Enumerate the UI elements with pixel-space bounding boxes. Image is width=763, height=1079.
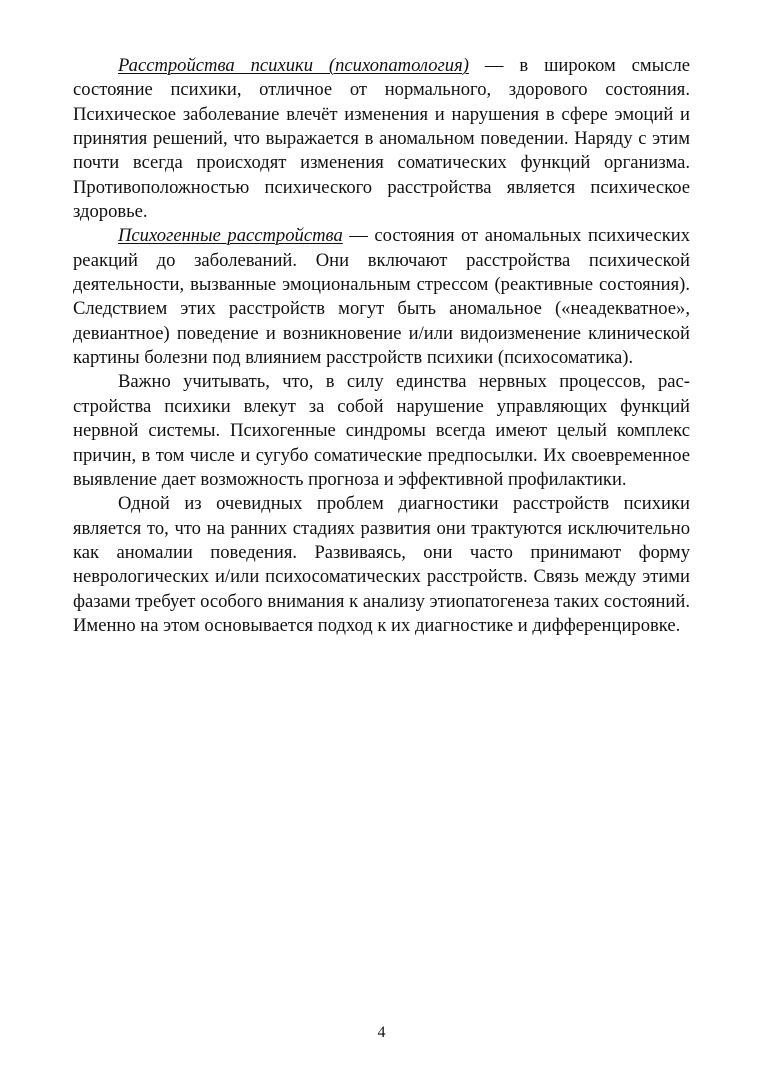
document-page (73, 54, 690, 638)
page-number: 4 (377, 1024, 386, 1041)
paragraph-psychogenic-disorders (73, 224, 690, 370)
paragraph-3: Важно учитывать, что, в силу единства нервных процессов, расстройства психики влекут за собой нарушение управляющих функций нервной системы. Психогенные синдромы всегда имеют целый комплекс причин, в том числе и сугубо соматические предпосылки. Их своевременное выявление дает возможность прогноза и эффективной профилактики. (73, 371, 690, 490)
paragraph-2-text: — состояния от аномальных психических реакций до заболеваний. Они включают расстройства психической деятельности, вызванные эмоциональным стрессом (реактивные состояния). Следствием этих расстройств могут быть аномальное («неадекватное», девиантное) поведение и возникновение и/или видоизменение клинической картины болезни под влиянием расстройств психики (психосоматика). (73, 225, 691, 369)
term-mental-disorders: Расстройства психики (психопатология) (118, 55, 469, 76)
term-psychogenic-disorders: Психогенные расстройства (118, 225, 343, 247)
paragraph-4: Одной из очевидных проблем диагностики расстройств психики является то, что на ранних стадиях развития они трактуются исключительно как аномалии поведения. Развиваясь, они часто принимают форму неврологических и/или психосоматических расстройств. Связь между этими фазами требует особого внимания к анализу этиопатогенеза таких состояний. Именно на этом основывается подход к их диагностике и дифференцировке. (73, 493, 690, 636)
paragraph-1-text: — в широком смысле состояние психики, отличное от нормального, здорового состояния. Психическое заболевание влечёт изменения и нарушения в сфере эмоций и принятия решений, что выражается в аномальном поведении. Наряду с этим почти всегда происходят изменения соматических функций организма. Противоположностью психического расстройства является психическое здоровье. (73, 55, 690, 223)
paragraph-mental-disorders (73, 54, 690, 224)
